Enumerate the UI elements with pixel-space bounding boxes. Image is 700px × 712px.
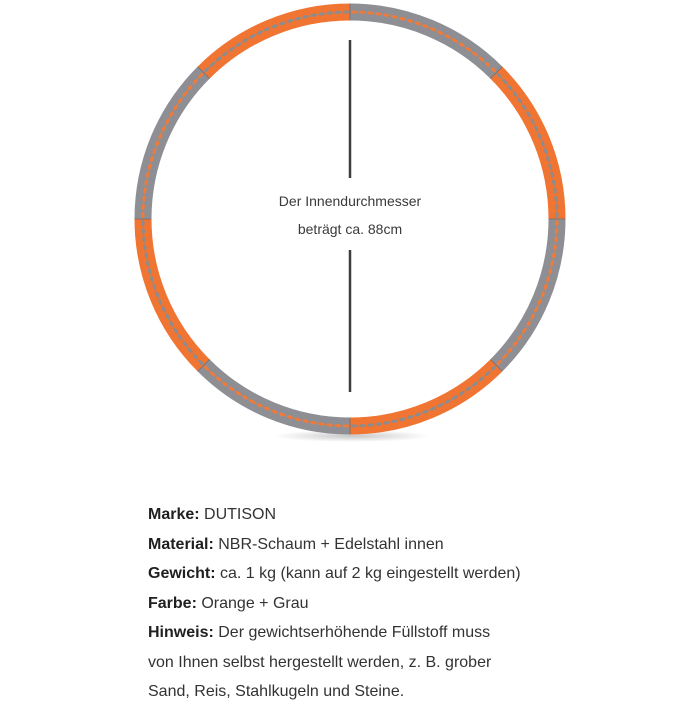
spec-note: [148, 623, 668, 653]
hoop-segment-gray: [143, 73, 204, 219]
spec-note-label: Hinweis:: [148, 624, 214, 641]
spec-note-continuation-2: [148, 682, 668, 712]
hoop-segment-orange: [350, 365, 496, 426]
spec-color-label: Farbe:: [148, 594, 197, 612]
spec-color: [148, 594, 668, 624]
spec-brand-label: Marke:: [148, 506, 200, 523]
hoop-segment-gray: [350, 12, 496, 73]
spec-note-line-2: von Ihnen selbst hergestellt werden, z. B. grober: [148, 653, 492, 671]
spec-weight-value: ca. 1 kg (kann auf 2 kg eingestellt werden): [220, 565, 521, 582]
spec-weight: [148, 564, 668, 594]
hoop-segment-orange: [143, 219, 204, 365]
spec-weight-label: Gewicht:: [148, 565, 216, 582]
diameter-caption-line-2: beträgt ca. 88cm: [297, 221, 403, 237]
spec-brand: [148, 505, 668, 535]
product-specs: [148, 505, 668, 712]
diameter-caption-line-1: Der Innendurchmesser: [278, 193, 422, 209]
spec-color-value: Orange + Grau: [201, 594, 309, 612]
hoop-segment-orange: [496, 73, 557, 219]
spec-material: [148, 535, 668, 565]
spec-note-line-3: Sand, Reis, Stahlkugeln und Steine.: [148, 683, 405, 700]
spec-note-line-1: Der gewichtserhöhende Füllstoff muss: [218, 624, 491, 641]
hoop-segment-gray: [204, 365, 350, 426]
spec-material-label: Material:: [148, 535, 214, 553]
hoop-segment-gray: [496, 219, 557, 365]
spec-note-continuation-1: [148, 653, 668, 683]
hoop-segment-orange: [204, 12, 350, 73]
spec-material-value: NBR-Schaum + Edelstahl innen: [218, 535, 444, 553]
spec-brand-value: DUTISON: [204, 506, 277, 523]
